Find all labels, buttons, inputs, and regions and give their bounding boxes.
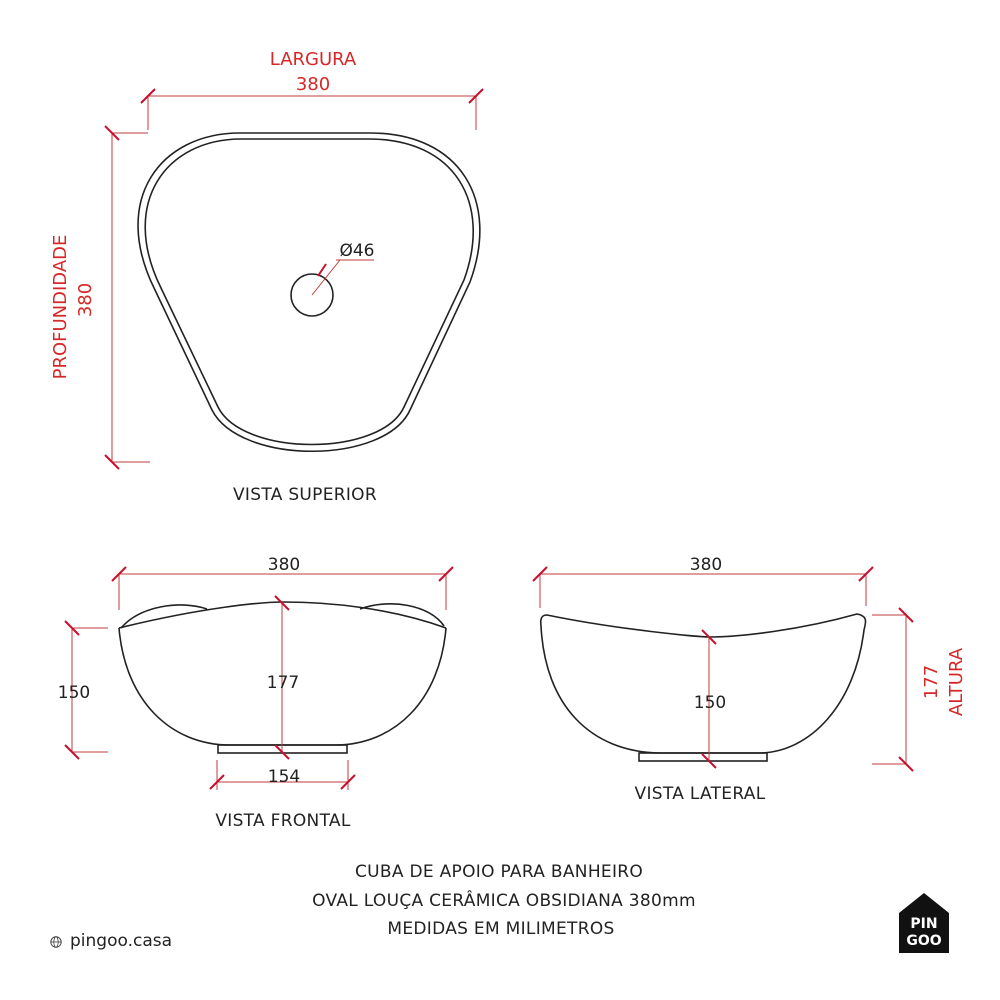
top-depth-label: PROFUNDIDADE	[50, 234, 71, 380]
side-view	[533, 555, 967, 804]
front-base-width-value: 154	[267, 767, 301, 787]
front-total-height-value: 177	[266, 673, 300, 693]
front-body-height-value: 150	[57, 683, 91, 703]
top-view	[50, 49, 483, 505]
side-height-label: ALTURA	[946, 647, 967, 717]
product-title-line-1: CUBA DE APOIO PARA BANHEIRO	[354, 862, 644, 882]
side-view-caption: VISTA LATERAL	[634, 784, 766, 804]
front-width-value: 380	[267, 555, 301, 575]
product-title-line-3: MEDIDAS EM MILIMETROS	[387, 919, 615, 939]
logo-text-line-1: PIN	[910, 916, 938, 932]
top-depth-value: 380	[75, 282, 96, 318]
logo-text-line-2: GOO	[906, 933, 942, 949]
front-view	[58, 555, 453, 831]
side-total-height-value: 177	[921, 664, 942, 700]
side-body-height-value: 150	[693, 693, 727, 713]
drain-diameter-label: Ø46	[339, 241, 375, 261]
brand-website[interactable]: pingoo.casa	[70, 931, 173, 951]
drain-tick	[318, 264, 326, 276]
top-width-value: 380	[295, 74, 331, 95]
basin-top-outer-outline	[138, 133, 480, 451]
top-view-caption: VISTA SUPERIOR	[233, 485, 377, 505]
globe-icon	[50, 936, 62, 948]
product-title-line-2: OVAL LOUÇA CERÂMICA OBSIDIANA 380mm	[312, 891, 696, 911]
basin-top-inner-outline	[145, 139, 473, 445]
top-width-label: LARGURA	[269, 49, 357, 70]
pingoo-logo	[899, 893, 949, 953]
product-title	[312, 862, 696, 939]
front-view-caption: VISTA FRONTAL	[215, 811, 351, 831]
side-basin-outline	[541, 614, 866, 753]
side-width-value: 380	[689, 555, 723, 575]
